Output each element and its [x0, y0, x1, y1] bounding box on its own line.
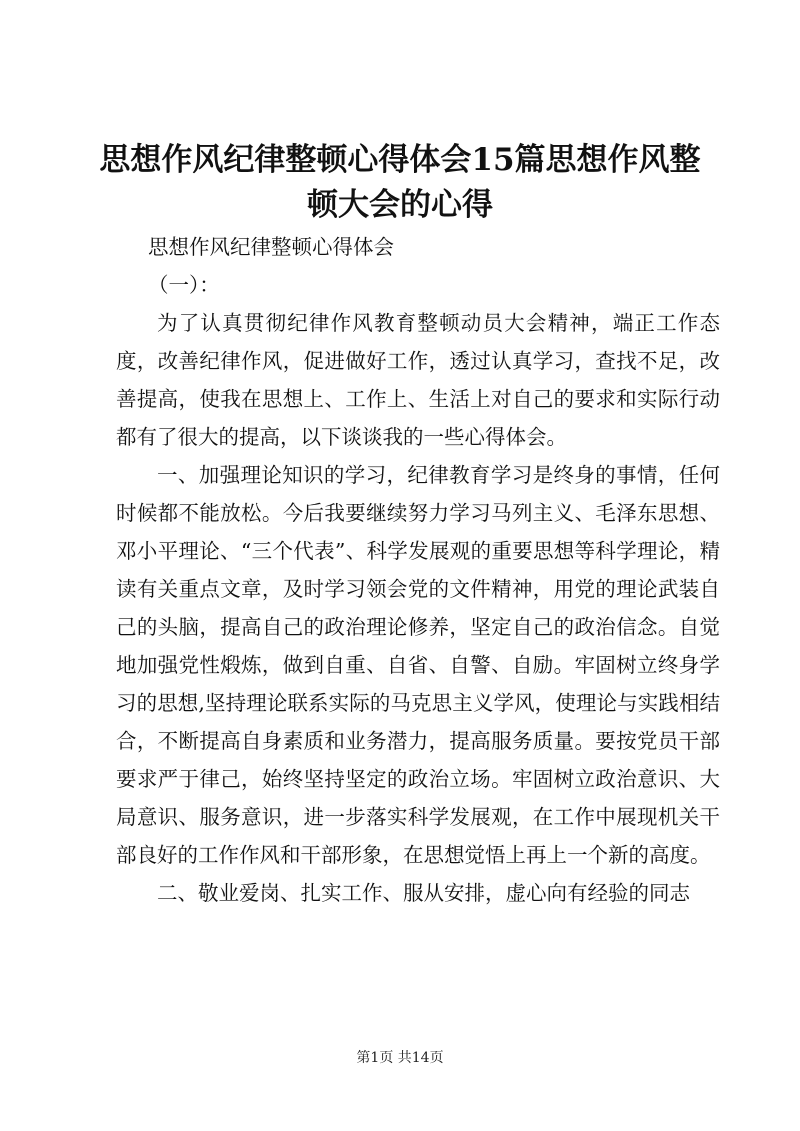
paragraph-3: 二、敬业爱岗、扎实工作、服从安排，虚心向有经验的同志: [157, 881, 690, 905]
page-number-footer: 第1页 共14页: [356, 1050, 444, 1066]
paragraph-2: 一、加强理论知识的学习，纪律教育学习是终身的事情，任何时候都不能放松。今后我要继续努力学习马列主义、毛泽东思想、邓小平理论、“三个代表”、科学发展观的重要思想等科学理论，精读有关重点文章，及时学习领会党的文件精神，用党的理论武装自己的头脑，提高自己的政治理论修养，坚定自己的政治信念。自觉地加强党性煅炼，做到自重、自省、自警、自励。牢固树立终身学习的思想,坚持理论联系实际的马克思主义学风，使理论与实践相结合，不断提高自身素质和业务潜力，提高服务质量。要按党员干部要求严于律己，始终坚持坚定的政治立场。牢固树立政治意识、大局意识、服务意识，进一步落实科学发展观，在工作中展现机关干部良好的工作作风和干部形象，在思想觉悟上再上一个新的高度。: [116, 463, 720, 867]
paragraph-1: 为了认真贯彻纪律作风教育整顿动员大会精神，端正工作态度，改善纪律作风，促进做好工作，透过认真学习，查找不足，改善提高，使我在思想上、工作上、生活上对自己的要求和实际行动都有了很大的提高，以下谈谈我的一些心得体会。: [116, 311, 720, 449]
document-body: [116, 228, 720, 912]
document-subtitle: 思想作风纪律整顿心得体会: [148, 235, 394, 259]
section-number: （一）：: [148, 273, 220, 297]
document-title: 思想作风纪律整顿心得体会15篇思想作风整顿大会的心得: [99, 142, 701, 223]
